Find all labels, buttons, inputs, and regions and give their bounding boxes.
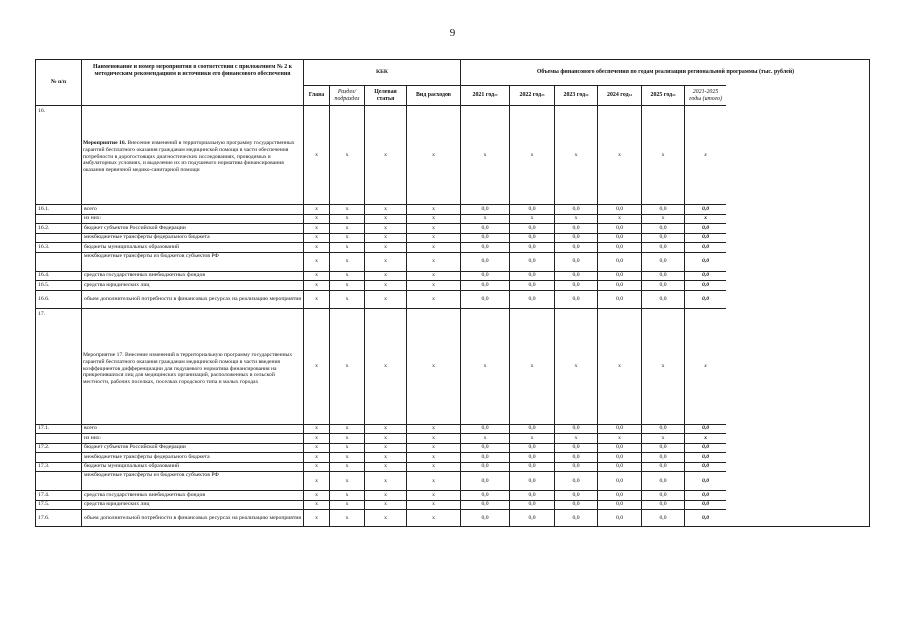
row-name: бюджеты муниципальных образований [81, 242, 303, 252]
row-value: x [303, 204, 329, 214]
row-value: 0,0 [684, 443, 726, 453]
row-value: 0,0 [554, 204, 597, 214]
row-value: 0,0 [509, 443, 554, 453]
row-num: 16.1. [35, 204, 81, 214]
row-value: x [684, 214, 726, 224]
row-name: бюджет субъектов Российской Федерации [81, 443, 303, 453]
block-value: x [554, 308, 597, 424]
row-name: объем дополнительной потребности в финансовых ресурсах на реализацию мероприятия [81, 290, 303, 308]
row-value: x [329, 242, 364, 252]
row-value: 0,0 [460, 290, 509, 308]
block-value: x [303, 105, 329, 204]
row-value: 0,0 [597, 500, 641, 510]
block-value: x [509, 105, 554, 204]
row-value: x [406, 242, 460, 252]
row-value: x [329, 233, 364, 243]
block-value: x [303, 308, 329, 424]
row-value: 0,0 [597, 471, 641, 490]
block-value: x [641, 105, 684, 204]
row-value: x [406, 223, 460, 233]
row-value: 0,0 [460, 233, 509, 243]
row-value: 0,0 [684, 242, 726, 252]
row-value: 0,0 [554, 223, 597, 233]
row-value: x [406, 424, 460, 434]
row-name: из них: [81, 433, 303, 443]
row-value: x [509, 433, 554, 443]
row-value: x [364, 509, 406, 527]
row-value: 0,0 [597, 462, 641, 472]
row-value: 0,0 [460, 424, 509, 434]
row-value: 0,0 [509, 252, 554, 271]
block-value: x [329, 308, 364, 424]
block-value: x [684, 308, 726, 424]
row-value: x [554, 214, 597, 224]
row-value: x [364, 500, 406, 510]
row-value: x [509, 214, 554, 224]
year-footnote: 24 [585, 93, 589, 98]
row-value: x [329, 424, 364, 434]
row-name: всего [81, 424, 303, 434]
header-year-5 [641, 85, 684, 105]
row-value: x [641, 214, 684, 224]
row-num: 17.5. [35, 500, 81, 510]
row-value: x [406, 500, 460, 510]
row-value: 0,0 [509, 490, 554, 500]
row-value: x [460, 214, 509, 224]
row-value: 0,0 [684, 452, 726, 462]
row-name: межбюджетные трансферты из бюджетов субъектов РФ [81, 252, 303, 271]
row-num: 17.4. [35, 490, 81, 500]
year-footnote: 24 [628, 93, 632, 98]
row-value: 0,0 [460, 509, 509, 527]
row-value: x [329, 433, 364, 443]
block-value: x [554, 105, 597, 204]
row-value: x [597, 433, 641, 443]
year-label: 2025 год [650, 92, 673, 99]
header-year-2 [509, 85, 554, 105]
row-value: x [329, 252, 364, 271]
row-value: 0,0 [554, 424, 597, 434]
header-name: Наименование и номер мероприятия в соответствии с приложением № 2 к методическим рекомендациям и источники его финансового обеспечения [81, 59, 303, 105]
row-num [35, 471, 81, 490]
header-year-4 [597, 85, 641, 105]
block-value: x [406, 105, 460, 204]
row-value: 0,0 [460, 490, 509, 500]
row-value: x [406, 204, 460, 214]
row-value: 0,0 [597, 242, 641, 252]
row-value: x [364, 490, 406, 500]
row-value: 0,0 [641, 490, 684, 500]
block-value: x [364, 308, 406, 424]
row-num: 16.3. [35, 242, 81, 252]
row-value: 0,0 [509, 204, 554, 214]
row-value: 0,0 [597, 280, 641, 290]
row-value: 0,0 [641, 471, 684, 490]
row-name: межбюджетные трансферты федерального бюджета [81, 233, 303, 243]
row-value: 0,0 [460, 280, 509, 290]
row-value: 0,0 [509, 290, 554, 308]
row-value: x [364, 290, 406, 308]
block-title [81, 308, 303, 424]
row-value: x [329, 452, 364, 462]
row-value: 0,0 [641, 443, 684, 453]
row-value: 0,0 [684, 233, 726, 243]
row-name: всего [81, 204, 303, 214]
row-value: 0,0 [554, 280, 597, 290]
header-vid: Вид расходов [406, 85, 460, 105]
row-name: из них: [81, 214, 303, 224]
row-value: 0,0 [684, 280, 726, 290]
row-value: 0,0 [509, 233, 554, 243]
block-value: x [364, 105, 406, 204]
row-value: 0,0 [597, 271, 641, 281]
row-num: 17.2. [35, 443, 81, 453]
header-year-3 [554, 85, 597, 105]
year-footnote: 23 [541, 93, 545, 98]
row-value: 0,0 [509, 223, 554, 233]
row-value: 0,0 [641, 280, 684, 290]
row-value: 0,0 [554, 490, 597, 500]
block-value: x [329, 105, 364, 204]
row-value: x [364, 462, 406, 472]
row-value: x [303, 290, 329, 308]
row-value: 0,0 [641, 223, 684, 233]
header-funding: Объемы финансового обеспечения по годам реализации региональной программы (тыс. рублей) [460, 59, 870, 85]
row-value: 0,0 [641, 424, 684, 434]
header-year-1 [460, 85, 509, 105]
row-value: x [406, 290, 460, 308]
row-value: x [364, 271, 406, 281]
row-value: x [406, 271, 460, 281]
row-value: 0,0 [509, 471, 554, 490]
block-title-text: Внесение изменений в территориальную программу государственных гарантий бесплатного оказания гражданам медицинской помощи в части обеспечения потребности в дорогостоящих диагностических исследованиях, проводимых в амбулаторных условиях, и выделение их из подушевого норматива финансирования оказания первичной медико-санитарной помощи [83, 140, 295, 174]
row-value: 0,0 [684, 223, 726, 233]
block-value: x [406, 308, 460, 424]
row-name: объем дополнительной потребности в финансовых ресурсах на реализацию мероприятия [81, 509, 303, 527]
block-num: 17. [35, 308, 81, 424]
row-value: 0,0 [554, 443, 597, 453]
row-value: x [329, 214, 364, 224]
row-value: 0,0 [460, 462, 509, 472]
row-value: x [303, 500, 329, 510]
row-value: x [364, 233, 406, 243]
row-name: межбюджетные трансферты федерального бюджета [81, 452, 303, 462]
row-value: 0,0 [509, 424, 554, 434]
row-value: x [303, 280, 329, 290]
row-value: x [329, 509, 364, 527]
row-name: бюджет субъектов Российской Федерации [81, 223, 303, 233]
row-value: 0,0 [509, 509, 554, 527]
row-value: x [329, 280, 364, 290]
row-value: x [364, 433, 406, 443]
block-title-text: Мероприятие 17. Внесение изменений в территориальную программу государственных гарантий бесплатного оказания гражданам медицинской помощи в части введения коэффициентов дифференциации для подушевого норматива финансирования на прикрепившихся лиц для медицинских организаций, расположенных в сельской местности, рабочих поселках, поселках городского типа и малых городах [83, 352, 293, 386]
row-value: x [364, 242, 406, 252]
row-value: 0,0 [554, 462, 597, 472]
row-name: средства государственных внебюджетных фондов [81, 271, 303, 281]
row-value: 0,0 [641, 500, 684, 510]
row-value: 0,0 [460, 471, 509, 490]
row-value: x [329, 462, 364, 472]
row-value: 0,0 [554, 500, 597, 510]
block-value: x [460, 105, 509, 204]
row-value: 0,0 [509, 242, 554, 252]
row-value: x [406, 280, 460, 290]
row-value: 0,0 [460, 223, 509, 233]
row-value: 0,0 [460, 452, 509, 462]
row-value: x [364, 471, 406, 490]
row-value: x [597, 214, 641, 224]
row-value: x [329, 271, 364, 281]
row-name: бюджеты муниципальных образований [81, 462, 303, 472]
row-value: 0,0 [554, 471, 597, 490]
block-value: x [509, 308, 554, 424]
row-name: межбюджетные трансферты из бюджетов субъектов РФ [81, 471, 303, 490]
row-value: x [303, 271, 329, 281]
row-value: 0,0 [641, 509, 684, 527]
header-kbk: КБК [303, 59, 460, 85]
row-value: 0,0 [597, 233, 641, 243]
row-value: x [364, 204, 406, 214]
block-value: x [597, 308, 641, 424]
row-value: 0,0 [460, 271, 509, 281]
row-value: 0,0 [684, 424, 726, 434]
row-num: 16.4. [35, 271, 81, 281]
row-value: x [303, 424, 329, 434]
year-label: 2022 год [519, 92, 542, 99]
row-value: 0,0 [641, 242, 684, 252]
row-value: 0,0 [597, 443, 641, 453]
row-value: 0,0 [597, 490, 641, 500]
row-value: x [303, 233, 329, 243]
row-num: 17.6. [35, 509, 81, 527]
row-value: x [641, 433, 684, 443]
row-num [35, 452, 81, 462]
row-value: x [303, 443, 329, 453]
row-value: x [684, 433, 726, 443]
block-value: x [597, 105, 641, 204]
year-label: 2021 год [472, 92, 495, 99]
block-num: 16. [35, 105, 81, 204]
block-value: x [684, 105, 726, 204]
row-value: 0,0 [597, 223, 641, 233]
row-num [35, 214, 81, 224]
row-value: x [406, 509, 460, 527]
row-value: 0,0 [641, 290, 684, 308]
row-value: x [406, 471, 460, 490]
row-value: x [364, 214, 406, 224]
row-value: 0,0 [684, 252, 726, 271]
year-label: 2024 год [607, 92, 629, 99]
row-value: 0,0 [460, 242, 509, 252]
row-value: x [303, 214, 329, 224]
row-value: x [406, 433, 460, 443]
row-value: x [303, 452, 329, 462]
row-value: 0,0 [460, 443, 509, 453]
row-num: 16.2. [35, 223, 81, 233]
row-value: x [303, 223, 329, 233]
row-value: 0,0 [597, 452, 641, 462]
row-value: 0,0 [460, 252, 509, 271]
row-name: средства государственных внебюджетных фондов [81, 490, 303, 500]
row-value: 0,0 [684, 271, 726, 281]
row-value: x [329, 471, 364, 490]
row-value: x [406, 233, 460, 243]
row-value: 0,0 [597, 509, 641, 527]
row-value: 0,0 [554, 252, 597, 271]
row-value: 0,0 [684, 509, 726, 527]
row-value: 0,0 [641, 252, 684, 271]
row-value: x [329, 443, 364, 453]
row-num: 17.1. [35, 424, 81, 434]
row-value: 0,0 [684, 490, 726, 500]
row-value: 0,0 [641, 452, 684, 462]
row-value: 0,0 [554, 242, 597, 252]
block-value: x [460, 308, 509, 424]
row-value: 0,0 [554, 290, 597, 308]
row-value: 0,0 [460, 204, 509, 214]
row-value: 0,0 [641, 462, 684, 472]
header-razdel: Раздел/ подраздел [329, 85, 364, 105]
row-num [35, 252, 81, 271]
header-total: 2021-2025 годы (итого) [684, 85, 726, 105]
year-label: 2023 год [563, 92, 586, 99]
row-value: x [303, 509, 329, 527]
row-num [35, 233, 81, 243]
row-value: x [406, 490, 460, 500]
row-value: 0,0 [641, 233, 684, 243]
row-value: x [303, 462, 329, 472]
row-value: 0,0 [554, 509, 597, 527]
row-value: x [329, 500, 364, 510]
row-value: 0,0 [684, 500, 726, 510]
row-value: x [406, 443, 460, 453]
row-value: 0,0 [460, 500, 509, 510]
row-value: 0,0 [554, 271, 597, 281]
row-value: x [329, 290, 364, 308]
row-value: x [406, 462, 460, 472]
row-num [35, 433, 81, 443]
row-value: 0,0 [597, 252, 641, 271]
row-value: x [460, 433, 509, 443]
row-value: x [406, 452, 460, 462]
row-num: 17.3. [35, 462, 81, 472]
page-number: 9 [449, 27, 456, 39]
row-value: x [406, 252, 460, 271]
year-footnote: 24 [672, 93, 676, 98]
year-footnote: 23 [494, 93, 498, 98]
header-glava: Глава [303, 85, 329, 105]
row-value: x [329, 204, 364, 214]
row-value: x [364, 223, 406, 233]
row-value: x [364, 424, 406, 434]
row-value: 0,0 [554, 452, 597, 462]
row-num: 16.6. [35, 290, 81, 308]
row-value: x [364, 443, 406, 453]
row-value: 0,0 [684, 462, 726, 472]
row-value: x [329, 223, 364, 233]
row-num: 16.5. [35, 280, 81, 290]
row-value: 0,0 [509, 271, 554, 281]
row-name: средства юридических лиц [81, 280, 303, 290]
row-value: x [303, 242, 329, 252]
row-value: 0,0 [684, 290, 726, 308]
row-value: x [406, 214, 460, 224]
row-value: 0,0 [509, 500, 554, 510]
row-value: 0,0 [641, 204, 684, 214]
header-num: № п/п [35, 59, 81, 105]
row-value: x [364, 280, 406, 290]
row-value: 0,0 [597, 424, 641, 434]
block-title [81, 105, 303, 204]
row-value: x [364, 452, 406, 462]
row-value: x [303, 252, 329, 271]
row-name: средства юридических лиц [81, 500, 303, 510]
row-value: x [303, 471, 329, 490]
row-value: x [554, 433, 597, 443]
row-value: 0,0 [554, 233, 597, 243]
row-value: 0,0 [684, 471, 726, 490]
row-value: x [364, 252, 406, 271]
row-value: x [329, 490, 364, 500]
row-value: 0,0 [684, 204, 726, 214]
row-value: 0,0 [597, 290, 641, 308]
row-value: x [303, 433, 329, 443]
row-value: x [303, 490, 329, 500]
block-title-bold: Мероприятие 16. [83, 140, 127, 147]
row-value: 0,0 [597, 204, 641, 214]
header-target: Целевая статья [364, 85, 406, 105]
row-value: 0,0 [509, 452, 554, 462]
row-value: 0,0 [641, 271, 684, 281]
block-value: x [641, 308, 684, 424]
row-value: 0,0 [509, 462, 554, 472]
row-value: 0,0 [509, 280, 554, 290]
